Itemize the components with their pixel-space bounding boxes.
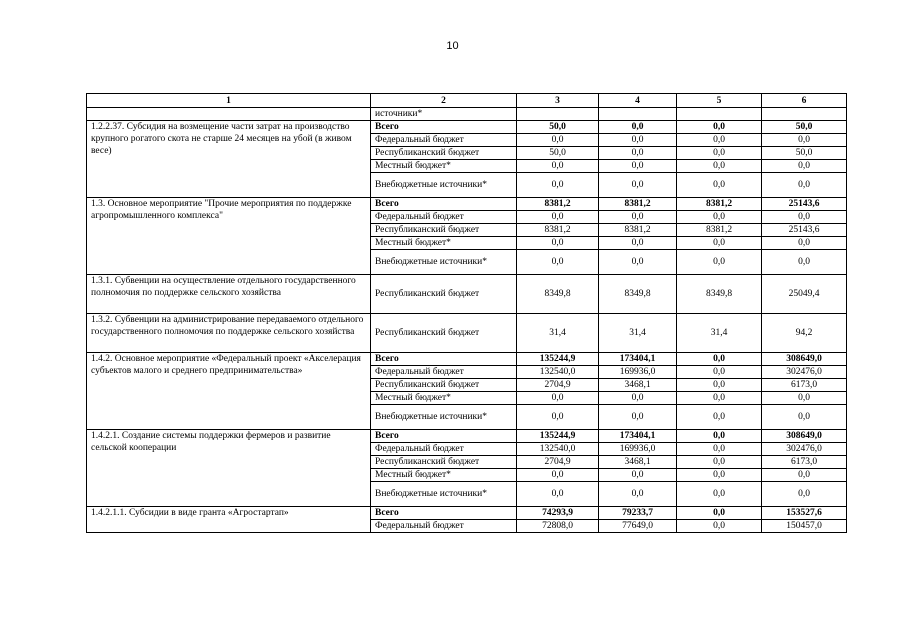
amount-cell: 50,0 bbox=[762, 147, 847, 160]
amount-cell: 0,0 bbox=[599, 482, 677, 507]
funding-source-cell: Республиканский бюджет bbox=[371, 147, 517, 160]
amount-cell: 0,0 bbox=[677, 211, 762, 224]
amount-cell: 0,0 bbox=[599, 392, 677, 405]
amount-cell: 0,0 bbox=[677, 379, 762, 392]
column-header: 3 bbox=[517, 94, 599, 108]
amount-cell: 150457,0 bbox=[762, 520, 847, 533]
funding-source-cell: Всего bbox=[371, 353, 517, 366]
amount-cell: 0,0 bbox=[517, 134, 599, 147]
amount-cell: 153527,6 bbox=[762, 507, 847, 520]
amount-cell: 31,4 bbox=[517, 314, 599, 353]
amount-cell: 0,0 bbox=[599, 121, 677, 134]
column-header: 1 bbox=[87, 94, 371, 108]
funding-source-cell: Федеральный бюджет bbox=[371, 520, 517, 533]
table-row bbox=[87, 121, 847, 134]
funding-source-cell: Республиканский бюджет bbox=[371, 275, 517, 314]
amount-cell bbox=[762, 108, 847, 121]
amount-cell: 0,0 bbox=[762, 160, 847, 173]
amount-cell: 77649,0 bbox=[599, 520, 677, 533]
table-body bbox=[87, 108, 847, 533]
amount-cell: 0,0 bbox=[599, 469, 677, 482]
amount-cell: 8381,2 bbox=[599, 198, 677, 211]
amount-cell: 3468,1 bbox=[599, 456, 677, 469]
funding-source-cell: Внебюджетные источники* bbox=[371, 173, 517, 198]
amount-cell: 308649,0 bbox=[762, 353, 847, 366]
amount-cell: 8381,2 bbox=[599, 224, 677, 237]
budget-table bbox=[86, 93, 847, 533]
funding-source-cell: источники* bbox=[371, 108, 517, 121]
amount-cell: 132540,0 bbox=[517, 443, 599, 456]
amount-cell: 0,0 bbox=[517, 392, 599, 405]
amount-cell bbox=[517, 108, 599, 121]
amount-cell: 3468,1 bbox=[599, 379, 677, 392]
column-header: 6 bbox=[762, 94, 847, 108]
amount-cell: 0,0 bbox=[762, 134, 847, 147]
amount-cell: 0,0 bbox=[599, 405, 677, 430]
funding-source-cell: Федеральный бюджет bbox=[371, 134, 517, 147]
amount-cell: 0,0 bbox=[599, 237, 677, 250]
amount-cell: 0,0 bbox=[599, 173, 677, 198]
amount-cell: 50,0 bbox=[517, 147, 599, 160]
amount-cell: 0,0 bbox=[517, 482, 599, 507]
amount-cell: 8381,2 bbox=[517, 198, 599, 211]
table-row bbox=[87, 507, 847, 520]
funding-source-cell: Республиканский бюджет bbox=[371, 224, 517, 237]
activity-name-cell: 1.3.1. Субвенции на осуществление отдельного государственного полномочия по поддержке сельского хозяйства bbox=[87, 275, 371, 314]
amount-cell: 25143,6 bbox=[762, 198, 847, 211]
amount-cell: 135244,9 bbox=[517, 353, 599, 366]
amount-cell: 79233,7 bbox=[599, 507, 677, 520]
amount-cell bbox=[599, 108, 677, 121]
amount-cell: 302476,0 bbox=[762, 366, 847, 379]
amount-cell: 0,0 bbox=[677, 250, 762, 275]
amount-cell: 0,0 bbox=[517, 469, 599, 482]
amount-cell: 0,0 bbox=[677, 392, 762, 405]
amount-cell: 0,0 bbox=[677, 456, 762, 469]
amount-cell: 0,0 bbox=[762, 237, 847, 250]
amount-cell: 2704,9 bbox=[517, 379, 599, 392]
amount-cell: 0,0 bbox=[599, 147, 677, 160]
table-row bbox=[87, 198, 847, 211]
amount-cell: 0,0 bbox=[677, 520, 762, 533]
amount-cell: 0,0 bbox=[677, 405, 762, 430]
amount-cell: 0,0 bbox=[517, 250, 599, 275]
activity-name-cell bbox=[87, 108, 371, 121]
amount-cell: 0,0 bbox=[677, 353, 762, 366]
amount-cell: 0,0 bbox=[517, 173, 599, 198]
amount-cell: 6173,0 bbox=[762, 456, 847, 469]
amount-cell: 0,0 bbox=[762, 392, 847, 405]
amount-cell: 173404,1 bbox=[599, 353, 677, 366]
amount-cell: 308649,0 bbox=[762, 430, 847, 443]
amount-cell: 0,0 bbox=[517, 160, 599, 173]
funding-source-cell: Республиканский бюджет bbox=[371, 379, 517, 392]
amount-cell: 0,0 bbox=[599, 160, 677, 173]
amount-cell: 0,0 bbox=[677, 134, 762, 147]
amount-cell: 50,0 bbox=[517, 121, 599, 134]
amount-cell: 6173,0 bbox=[762, 379, 847, 392]
amount-cell: 0,0 bbox=[677, 430, 762, 443]
amount-cell: 169936,0 bbox=[599, 366, 677, 379]
amount-cell: 8349,8 bbox=[677, 275, 762, 314]
amount-cell: 0,0 bbox=[762, 173, 847, 198]
amount-cell: 31,4 bbox=[677, 314, 762, 353]
funding-source-cell: Местный бюджет* bbox=[371, 237, 517, 250]
amount-cell: 94,2 bbox=[762, 314, 847, 353]
amount-cell: 173404,1 bbox=[599, 430, 677, 443]
amount-cell: 135244,9 bbox=[517, 430, 599, 443]
funding-source-cell: Республиканский бюджет bbox=[371, 456, 517, 469]
amount-cell: 0,0 bbox=[762, 211, 847, 224]
amount-cell: 0,0 bbox=[517, 405, 599, 430]
amount-cell: 0,0 bbox=[677, 147, 762, 160]
amount-cell: 25049,4 bbox=[762, 275, 847, 314]
amount-cell: 169936,0 bbox=[599, 443, 677, 456]
funding-source-cell: Всего bbox=[371, 507, 517, 520]
activity-name-cell: 1.4.2.1. Создание системы поддержки фермеров и развитие сельской кооперации bbox=[87, 430, 371, 507]
amount-cell: 302476,0 bbox=[762, 443, 847, 456]
amount-cell: 8349,8 bbox=[517, 275, 599, 314]
amount-cell: 0,0 bbox=[677, 121, 762, 134]
funding-source-cell: Внебюджетные источники* bbox=[371, 250, 517, 275]
funding-source-cell: Всего bbox=[371, 198, 517, 211]
funding-source-cell: Местный бюджет* bbox=[371, 392, 517, 405]
amount-cell: 2704,9 bbox=[517, 456, 599, 469]
header-row bbox=[87, 94, 847, 108]
amount-cell: 0,0 bbox=[517, 237, 599, 250]
funding-source-cell: Местный бюджет* bbox=[371, 469, 517, 482]
amount-cell: 0,0 bbox=[677, 469, 762, 482]
funding-source-cell: Республиканский бюджет bbox=[371, 314, 517, 353]
funding-source-cell: Всего bbox=[371, 430, 517, 443]
amount-cell: 0,0 bbox=[677, 173, 762, 198]
amount-cell: 0,0 bbox=[677, 160, 762, 173]
amount-cell: 0,0 bbox=[599, 134, 677, 147]
table-row bbox=[87, 108, 847, 121]
funding-source-cell: Федеральный бюджет bbox=[371, 366, 517, 379]
amount-cell: 8349,8 bbox=[599, 275, 677, 314]
funding-source-cell: Внебюджетные источники* bbox=[371, 405, 517, 430]
funding-source-cell: Федеральный бюджет bbox=[371, 211, 517, 224]
table-row bbox=[87, 314, 847, 353]
amount-cell: 50,0 bbox=[762, 121, 847, 134]
activity-name-cell: 1.3. Основное мероприятие "Прочие мероприятия по поддержке агропромышленного комплекса" bbox=[87, 198, 371, 275]
page-number: 10 bbox=[446, 40, 459, 52]
amount-cell: 0,0 bbox=[762, 482, 847, 507]
amount-cell: 74293,9 bbox=[517, 507, 599, 520]
amount-cell bbox=[677, 108, 762, 121]
amount-cell: 0,0 bbox=[677, 366, 762, 379]
table-row bbox=[87, 275, 847, 314]
funding-source-cell: Федеральный бюджет bbox=[371, 443, 517, 456]
column-header: 4 bbox=[599, 94, 677, 108]
amount-cell: 0,0 bbox=[762, 250, 847, 275]
funding-source-cell: Местный бюджет* bbox=[371, 160, 517, 173]
amount-cell: 8381,2 bbox=[677, 198, 762, 211]
column-header: 5 bbox=[677, 94, 762, 108]
activity-name-cell: 1.4.2.1.1. Субсидии в виде гранта «Агростартап» bbox=[87, 507, 371, 533]
amount-cell: 31,4 bbox=[599, 314, 677, 353]
amount-cell: 0,0 bbox=[599, 211, 677, 224]
activity-name-cell: 1.2.2.37. Субсидия на возмещение части затрат на производство крупного рогатого скота не старше 24 месяцев на убой (в живом весе) bbox=[87, 121, 371, 198]
activity-name-cell: 1.4.2. Основное мероприятие «Федеральный проект «Акселерация субъектов малого и среднего предпринимательства» bbox=[87, 353, 371, 430]
table-row bbox=[87, 353, 847, 366]
table-row bbox=[87, 430, 847, 443]
amount-cell: 132540,0 bbox=[517, 366, 599, 379]
amount-cell: 0,0 bbox=[517, 211, 599, 224]
amount-cell: 0,0 bbox=[677, 482, 762, 507]
column-header: 2 bbox=[371, 94, 517, 108]
amount-cell: 0,0 bbox=[677, 443, 762, 456]
amount-cell: 25143,6 bbox=[762, 224, 847, 237]
amount-cell: 0,0 bbox=[762, 469, 847, 482]
amount-cell: 0,0 bbox=[677, 507, 762, 520]
amount-cell: 8381,2 bbox=[677, 224, 762, 237]
amount-cell: 0,0 bbox=[599, 250, 677, 275]
amount-cell: 0,0 bbox=[762, 405, 847, 430]
activity-name-cell: 1.3.2. Субвенции на администрирование передаваемого отдельного государственного полномочия по поддержке сельского хозяйства bbox=[87, 314, 371, 353]
amount-cell: 8381,2 bbox=[517, 224, 599, 237]
funding-source-cell: Внебюджетные источники* bbox=[371, 482, 517, 507]
amount-cell: 72808,0 bbox=[517, 520, 599, 533]
funding-source-cell: Всего bbox=[371, 121, 517, 134]
amount-cell: 0,0 bbox=[677, 237, 762, 250]
